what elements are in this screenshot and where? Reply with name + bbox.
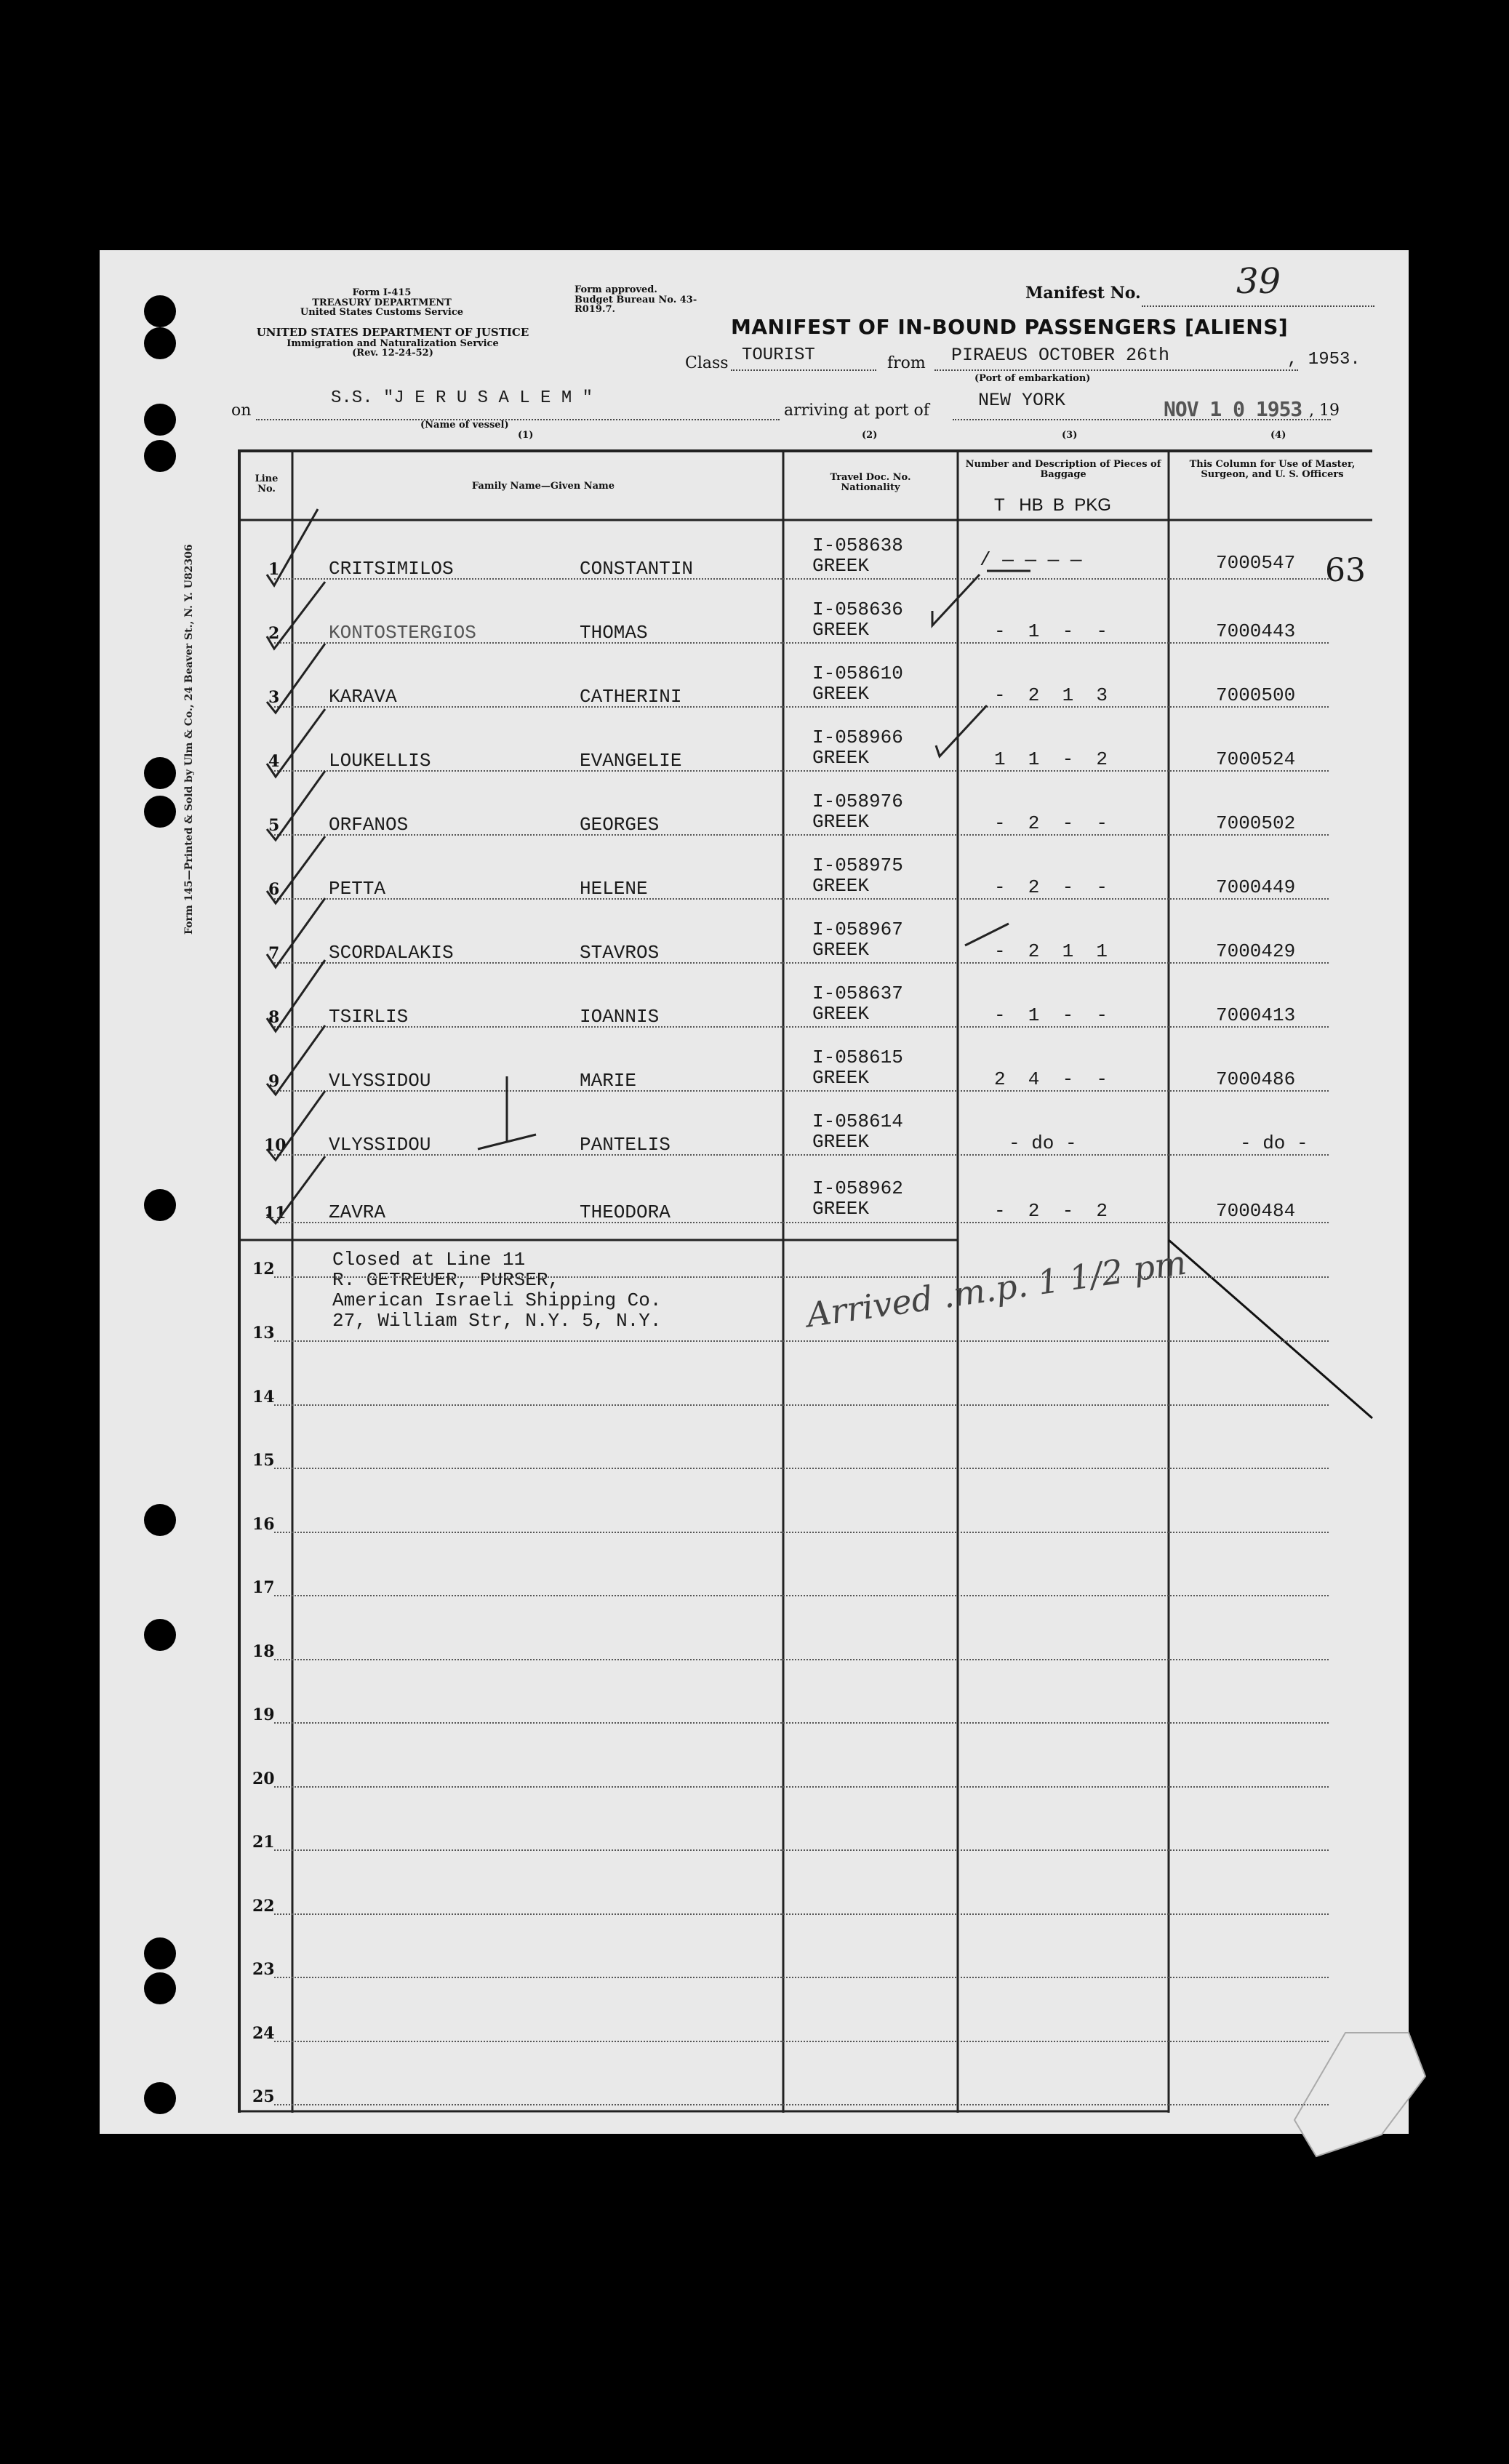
given-name: THOMAS [580, 622, 648, 644]
arriving-label: arriving at port of [784, 401, 929, 420]
nationality: GREEK [812, 619, 870, 641]
form-number: Form I-415 [352, 287, 412, 298]
baggage: 1 1 - 2 [994, 748, 1108, 770]
col2-marker: (2) [862, 430, 878, 441]
travel-doc-no: I-058637 [812, 983, 903, 1004]
line-number: 14 [252, 1388, 275, 1407]
class-label: Class [685, 354, 729, 372]
col-header-baggage: Number and Description of Pieces of Baggage [965, 459, 1161, 480]
closing-note [332, 1249, 661, 1331]
col3-marker: (3) [1062, 430, 1078, 441]
line-number: 11 [264, 1204, 287, 1223]
punch-hole [144, 2082, 176, 2114]
line-number: 22 [252, 1897, 275, 1916]
year-suffix: , 19 [1309, 401, 1340, 420]
officer-number: 7000500 [1216, 684, 1296, 706]
row-rule [274, 1276, 1329, 1278]
arrival-stamp: NOV 1 0 1953 [1164, 397, 1302, 421]
officer-number: 7000524 [1216, 748, 1296, 770]
line-number: 6 [268, 880, 280, 899]
nationality: GREEK [812, 1198, 870, 1220]
family-name: ORFANOS [329, 814, 409, 836]
closing-line: 27, William Str, N.Y. 5, N.Y. [332, 1310, 662, 1332]
family-name: KONTOSTERGIOS [329, 622, 476, 644]
punch-hole [144, 757, 176, 789]
punch-hole [144, 796, 176, 828]
punch-hole [144, 440, 176, 472]
row-rule [274, 1849, 1329, 1851]
officer-number: - do - [1240, 1132, 1308, 1154]
vessel-value: S.S. "J E R U S A L E M " [331, 388, 593, 408]
given-name: EVANGELIE [580, 750, 682, 772]
checkmarks [238, 451, 1372, 1251]
officer-number: 7000449 [1216, 876, 1296, 898]
on-label: on [231, 401, 252, 420]
row-rule [274, 1913, 1329, 1915]
baggage: - 2 1 1 [994, 940, 1108, 962]
dept-justice-block [229, 327, 556, 359]
given-name: THEODORA [580, 1201, 671, 1223]
nationality: GREEK [812, 1067, 870, 1089]
revision: (Rev. 12-24-52) [352, 348, 433, 359]
given-name: STAVROS [580, 942, 660, 964]
row-rule [274, 1659, 1329, 1660]
given-name: HELENE [580, 878, 648, 900]
officer-number: 7000413 [1216, 1004, 1296, 1026]
family-name: PETTA [329, 878, 386, 900]
line-number: 13 [252, 1324, 275, 1343]
closing-line: American Israeli Shipping Co. [332, 1289, 662, 1311]
line-number: 10 [264, 1136, 287, 1155]
line-number: 21 [252, 1833, 275, 1852]
family-name: LOUKELLIS [329, 750, 431, 772]
class-dots [731, 369, 876, 371]
travel-doc-no: I-058966 [812, 727, 903, 748]
row-rule [274, 1340, 1329, 1342]
dept-justice: UNITED STATES DEPARTMENT OF JUSTICE [256, 326, 529, 339]
officer-number: 7000429 [1216, 940, 1296, 962]
from-label: from [887, 354, 926, 372]
family-name: KARAVA [329, 686, 397, 708]
closing-line: Closed at Line 11 [332, 1249, 526, 1271]
officer-number: 7000443 [1216, 620, 1296, 642]
given-name: MARIE [580, 1070, 637, 1092]
manifest-no-label: Manifest No. [1025, 284, 1141, 303]
line-number: 5 [268, 816, 280, 835]
line-number: 8 [268, 1008, 280, 1027]
baggage: - 2 1 3 [994, 684, 1108, 706]
nationality: GREEK [812, 1003, 870, 1025]
punch-hole [144, 1619, 176, 1651]
travel-doc-no: I-058975 [812, 855, 903, 876]
travel-doc-no: I-058610 [812, 663, 903, 684]
row-rule [274, 1977, 1329, 1978]
line-number: 15 [252, 1451, 275, 1470]
travel-doc-no: I-058976 [812, 791, 903, 812]
line-number: 2 [268, 624, 280, 643]
baggage: 2 4 - - [994, 1068, 1108, 1090]
given-name: CATHERINI [580, 686, 682, 708]
col-header-name: Family Name—Given Name [471, 481, 615, 492]
punch-hole [144, 1937, 176, 1969]
row-rule [274, 1595, 1329, 1596]
line-number: 3 [268, 688, 280, 707]
punch-hole [144, 295, 176, 327]
line-number: 7 [268, 944, 280, 963]
row-rule [274, 1404, 1329, 1406]
manifest-no-dots [1142, 305, 1374, 307]
baggage: - 2 - 2 [994, 1200, 1108, 1222]
travel-doc-no: I-058614 [812, 1111, 903, 1132]
vessel-dots [256, 419, 780, 420]
line-number: 16 [252, 1515, 275, 1534]
baggage: - do - [1009, 1132, 1077, 1154]
form-treasury-block [287, 288, 476, 318]
nationality: GREEK [812, 811, 870, 833]
side-print-text: Form 145—Printed & Sold by Ulm & Co., 24 Beaver St., N. Y. U82306 [183, 544, 195, 935]
given-name: PANTELIS [580, 1134, 671, 1156]
given-name: IOANNIS [580, 1006, 660, 1028]
line-number: 23 [252, 1960, 275, 1979]
given-name: CONSTANTIN [580, 558, 694, 580]
row-rule [274, 1786, 1329, 1788]
punch-hole [144, 1504, 176, 1536]
line-number: 24 [252, 2024, 275, 2043]
manifest-no-value: 39 [1236, 261, 1281, 302]
line-number: 9 [268, 1072, 280, 1091]
family-name: ZAVRA [329, 1201, 386, 1223]
col4-marker: (4) [1270, 430, 1286, 441]
row-rule [274, 1468, 1329, 1469]
col-header-baggage-sub: T HB B PKG [994, 495, 1111, 515]
line-number: 18 [252, 1642, 275, 1661]
baggage: - 2 - - [994, 812, 1108, 834]
row-rule [274, 1722, 1329, 1724]
arrival-port: NEW YORK [978, 390, 1066, 411]
nationality: GREEK [812, 683, 870, 705]
from-dots [934, 369, 1298, 371]
line-number: 20 [252, 1769, 275, 1788]
form-approved: Form approved. [575, 284, 657, 295]
line-number: 12 [252, 1260, 275, 1279]
row-rule [274, 2041, 1329, 2042]
family-name: TSIRLIS [329, 1006, 409, 1028]
ins-service: Immigration and Naturalization Service [287, 337, 499, 349]
col-header-line: Line No. [255, 473, 279, 495]
travel-doc-no: I-058638 [812, 535, 903, 556]
baggage: - 2 - - [994, 876, 1108, 898]
punch-hole [144, 1189, 176, 1221]
baggage: - 1 - - [994, 620, 1108, 642]
baggage: / — — — — [980, 549, 1082, 571]
baggage: - 1 - - [994, 1004, 1108, 1026]
punch-hole [144, 327, 176, 359]
closing-line: R. GETREUER, PURSER, [332, 1269, 560, 1291]
punch-hole [144, 1972, 176, 2004]
form-approved-block [575, 285, 735, 315]
handwritten-note: Arrived .m.p. 1 1/2 pm [804, 1242, 1189, 1335]
travel-doc-no: I-058636 [812, 599, 903, 620]
family-name: VLYSSIDOU [329, 1134, 431, 1156]
budget-bureau: Budget Bureau No. 43-R019.7. [575, 294, 697, 316]
officer-number: 7000547 [1216, 552, 1296, 574]
vessel-caption: (Name of vessel) [420, 420, 509, 431]
manifest-table [238, 451, 1372, 2113]
nationality: GREEK [812, 939, 870, 961]
line-number: 19 [252, 1705, 275, 1724]
customs-service: United States Customs Service [300, 307, 464, 319]
col1-marker: (1) [518, 430, 534, 441]
page-title: MANIFEST OF IN-BOUND PASSENGERS [ALIENS] [731, 315, 1289, 339]
officer-number: 7000502 [1216, 812, 1296, 834]
punch-hole [144, 404, 176, 436]
line-number: 25 [252, 2087, 275, 2106]
line-number: 4 [268, 752, 280, 771]
travel-doc-no: I-058615 [812, 1047, 903, 1068]
officer-note: 63 [1325, 552, 1366, 589]
family-name: CRITSIMILOS [329, 558, 454, 580]
family-name: SCORDALAKIS [329, 942, 454, 964]
row-rule [274, 1532, 1329, 1533]
line-number: 17 [252, 1578, 275, 1597]
nationality: GREEK [812, 747, 870, 769]
from-value: PIRAEUS OCTOBER 26th [951, 345, 1170, 366]
treasury-dept: TREASURY DEPARTMENT [312, 297, 452, 308]
col-header-travel-doc: Travel Doc. No. Nationality [830, 472, 911, 493]
nationality: GREEK [812, 555, 870, 577]
given-name: GEORGES [580, 814, 660, 836]
nationality: GREEK [812, 1131, 870, 1153]
travel-doc-no: I-058962 [812, 1177, 903, 1199]
class-value: TOURIST [742, 345, 815, 365]
officer-number: 7000484 [1216, 1200, 1296, 1222]
officer-number: 7000486 [1216, 1068, 1296, 1090]
travel-doc-no: I-058967 [812, 919, 903, 940]
year-value: , 1953. [1287, 350, 1361, 369]
row-rule [274, 2104, 1329, 2105]
family-name: VLYSSIDOU [329, 1070, 431, 1092]
line-number: 1 [268, 560, 280, 579]
col-header-officers: This Column for Use of Master, Surgeon, and U. S. Officers [1189, 459, 1356, 480]
nationality: GREEK [812, 875, 870, 897]
port-embarkation-caption: (Port of embarkation) [974, 373, 1091, 384]
